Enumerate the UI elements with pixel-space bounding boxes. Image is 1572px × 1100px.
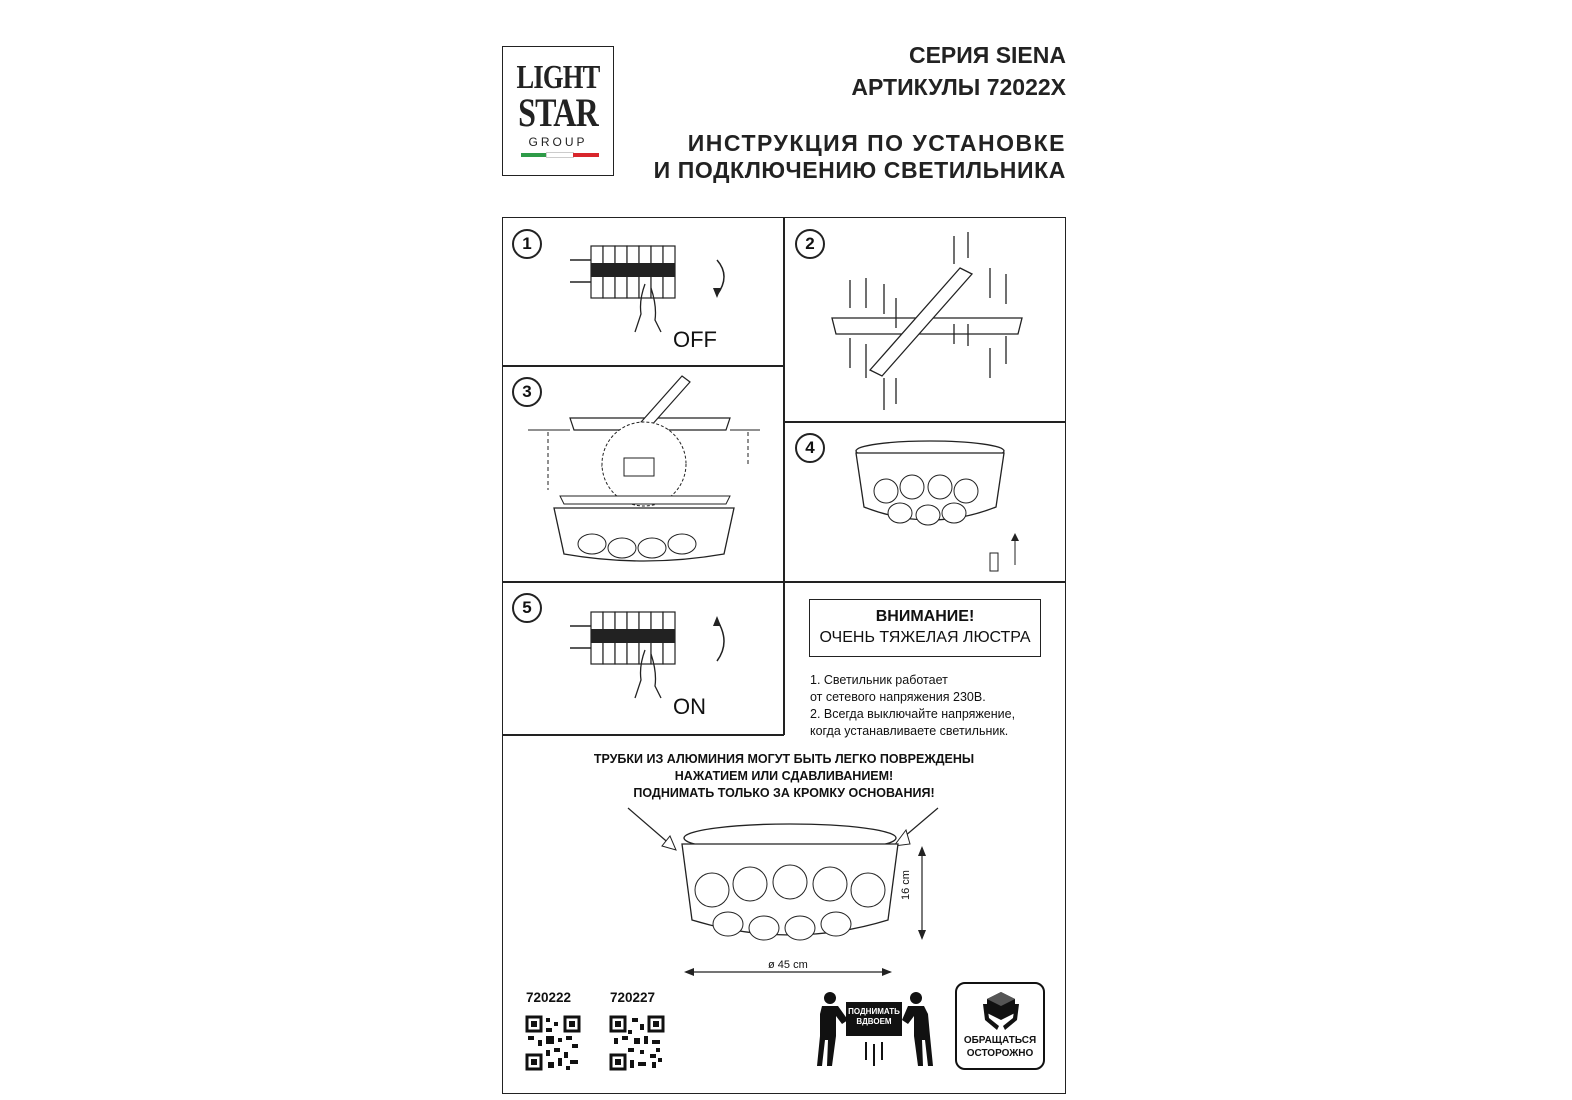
instruction-title-line-1: ИНСТРУКЦИЯ ПО УСТАНОВКЕ: [687, 130, 1066, 156]
caution-line-2: НАЖАТИЕМ ИЛИ СДАВЛИВАНИЕМ!: [674, 769, 894, 783]
step-4-number: 4: [795, 433, 825, 463]
note-line: когда устанавливаете светильник.: [810, 724, 1009, 738]
logo-line-1: LIGHT: [516, 59, 600, 96]
step-2-number: 2: [795, 229, 825, 259]
instruction-title-line-2: И ПОДКЛЮЧЕНИЮ СВЕТИЛЬНИКА: [653, 157, 1066, 183]
logo-line-3: GROUP: [528, 135, 588, 149]
step-1-off-label: OFF: [673, 327, 717, 352]
logo-line-2: STAR: [518, 90, 598, 135]
articles-title: АРТИКУЛЫ 72022X: [851, 74, 1066, 100]
aluminium-tubes-caution: [502, 751, 1066, 802]
fragile-line-1: ОБРАЩАТЬСЯ: [963, 1035, 1037, 1046]
step-1-number: 1: [512, 229, 542, 259]
step-3-number: 3: [512, 377, 542, 407]
warning-subtitle: ОЧЕНЬ ТЯЖЕЛАЯ ЛЮСТРА: [819, 629, 1031, 646]
note-line: 1. Светильник работает: [810, 673, 948, 687]
caution-line-1: ТРУБКИ ИЗ АЛЮМИНИЯ МОГУТ БЫТЬ ЛЕГКО ПОВРЕЖДЕНЫ: [593, 752, 975, 766]
diameter-dimension-label: ø 45 cm: [768, 959, 808, 971]
step-3-attach-illustration: [520, 372, 775, 572]
note-line: от сетевого напряжения 230В.: [810, 690, 986, 704]
note-line: 2. Всегда выключайте напряжение,: [810, 707, 1016, 721]
warning-title: ВНИМАНИЕ!: [875, 608, 975, 625]
step-4-lamp-illustration: [850, 437, 1030, 577]
heavy-chandelier-warning: [809, 599, 1041, 657]
qr-code-icon: [610, 1016, 664, 1070]
height-dimension-label: 16 cm: [900, 870, 912, 900]
product-code-1: 720222: [526, 990, 572, 1005]
italian-flag-stripe: [521, 153, 599, 157]
product-code-2: 720227: [610, 990, 656, 1005]
lift-icon-line-1: ПОДНИМАТЬ: [848, 1007, 900, 1016]
step-5-number: 5: [512, 593, 542, 623]
step-2-bracket-illustration: [830, 228, 1030, 418]
step-5-on-label: ON: [673, 694, 706, 719]
lift-icon-text: [846, 1007, 902, 1027]
qr-code-icon: [526, 1016, 580, 1070]
lift-icon-line-2: ВДВОЕМ: [856, 1017, 892, 1026]
caution-line-3: ПОДНИМАТЬ ТОЛЬКО ЗА КРОМКУ ОСНОВАНИЯ!: [633, 786, 935, 800]
brand-logo: [502, 46, 614, 176]
series-title: СЕРИЯ SIENA: [908, 42, 1066, 68]
two-person-lift-icon: [814, 990, 936, 1068]
safety-notes: [810, 672, 1015, 740]
handle-with-care-icon: [955, 982, 1045, 1070]
step-5-breaker-illustration: [565, 606, 735, 716]
fragile-line-2: ОСТОРОЖНО: [966, 1048, 1034, 1059]
fragile-hands-icon: [981, 990, 1021, 1030]
